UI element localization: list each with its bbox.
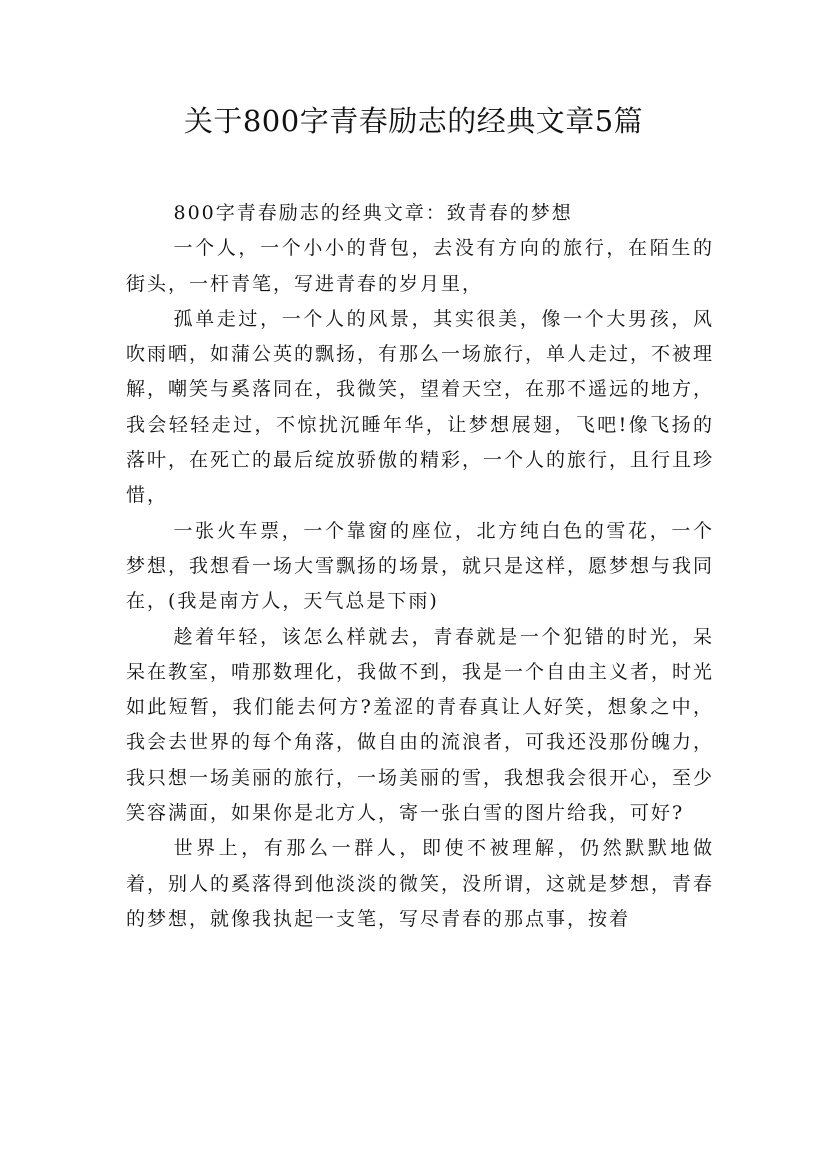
paragraph-subtitle: 800字青春励志的经典文章：致青春的梦想 — [173, 202, 573, 224]
paragraph: 孤单走过，一个人的风景，其实很美，像一个大男孩，风吹雨晒，如蒲公英的飘扬，有那么一场旅行，单人走过，不被理解，嘲笑与奚落同在，我微笑，望着天空，在那不遥远的地方，我会轻轻走过，不惊扰沉睡年华，让梦想展翅，飞吧!像飞扬的落叶，在死亡的最后绽放骄傲的精彩，一个人的旅行，且行且珍惜， — [126, 307, 715, 507]
paragraph: 趁着年轻，该怎么样就去，青春就是一个犯错的时光，呆呆在教室，啃那数理化，我做不到，我是一个自由主义者，时光如此短暂，我们能去何方?羞涩的青春真让人好笑，想象之中，我会去世界的每个角落，做自由的流浪者，可我还没那份魄力，我只想一场美丽的旅行，一场美丽的雪，我想我会很开心，至少笑容满面，如果你是北方人，寄一张白雪的图片给我，可好? — [126, 625, 715, 825]
document-title: 关于800字青春励志的经典文章5篇 — [183, 104, 644, 138]
paragraph: 一张火车票，一个靠窗的座位，北方纯白色的雪花，一个梦想，我想看一场大雪飘扬的场景，就只是这样，愿梦想与我同在，(我是南方人，天气总是下雨) — [126, 519, 715, 613]
document-body — [126, 196, 714, 937]
paragraph: 世界上，有那么一群人，即使不被理解，仍然默默地做着，别人的奚落得到他淡淡的微笑，没所谓，这就是梦想，青春的梦想，就像我执起一支笔，写尽青春的那点事，按着 — [126, 837, 715, 930]
paragraph: 一个人，一个小小的背包，去没有方向的旅行，在陌生的街头，一杆青笔，写进青春的岁月里， — [126, 237, 714, 295]
